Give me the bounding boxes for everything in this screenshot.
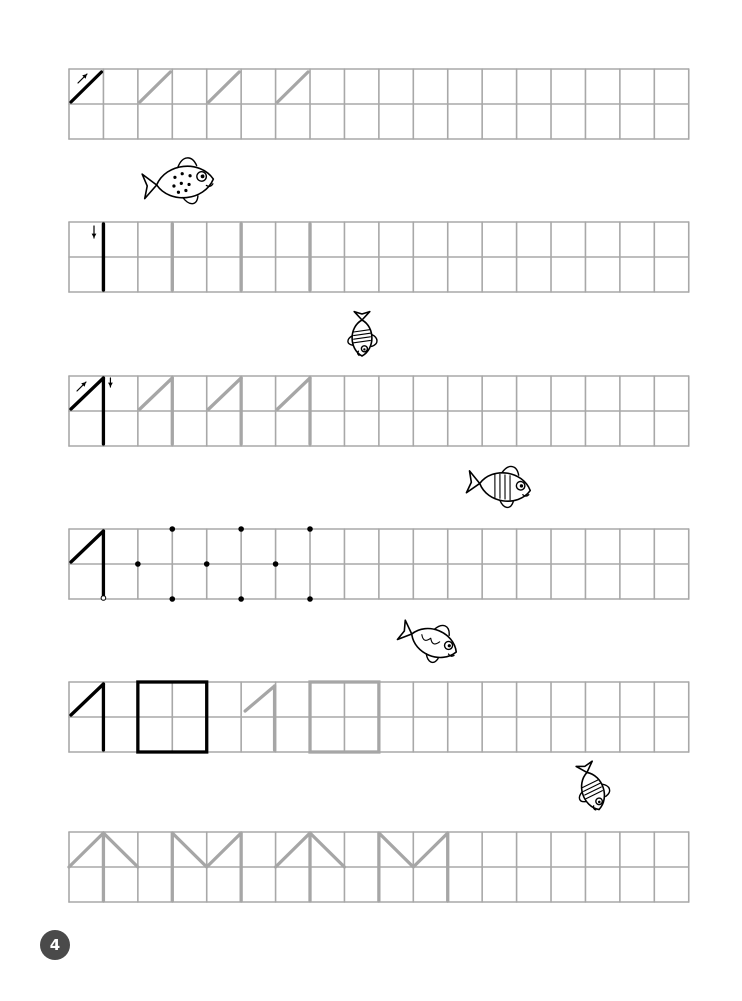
model-digit-one: [71, 684, 103, 715]
writing-grid-2: [69, 222, 689, 292]
arrowhead: [108, 383, 113, 387]
page-number-badge: [40, 930, 70, 960]
fish-body: [407, 622, 461, 664]
trace-diagonal-stroke: [278, 72, 308, 102]
arrowhead: [92, 234, 97, 238]
fish-tail: [466, 471, 481, 495]
guide-dot: [135, 561, 141, 567]
model-digit-one: [71, 531, 103, 562]
guide-dot: [169, 526, 175, 532]
guide-dot: [307, 596, 313, 602]
guide-dot: [238, 596, 244, 602]
page-number: 4: [49, 936, 61, 954]
striped-fish-icon: [465, 461, 533, 511]
row-1-strokes: [71, 72, 308, 102]
fish-tail: [142, 173, 158, 199]
trace-digit-one: [140, 378, 172, 409]
fish-body: [155, 163, 215, 200]
trace-digit-one: [278, 378, 310, 409]
trace-diagonal-stroke: [140, 72, 170, 102]
writing-grid-4: [69, 529, 689, 599]
guide-dot: [238, 526, 244, 532]
guide-dot: [204, 561, 210, 567]
spotted-fish-icon: [141, 155, 216, 208]
smiling-fish-icon: [394, 611, 463, 669]
model-digit-one: [71, 378, 103, 409]
fish-pupil: [363, 348, 365, 350]
trace-digit-one: [245, 686, 274, 711]
trace-diagonal-stroke: [209, 72, 239, 102]
guide-dot: [273, 561, 279, 567]
guide-dot: [169, 596, 175, 602]
upside-down-fish-icon: [348, 312, 377, 356]
guide-dot: [307, 526, 313, 532]
fish-tail: [354, 312, 370, 320]
start-dot: [101, 596, 106, 601]
trace-digit-one: [209, 378, 241, 409]
small-fish-icon: [570, 759, 615, 814]
